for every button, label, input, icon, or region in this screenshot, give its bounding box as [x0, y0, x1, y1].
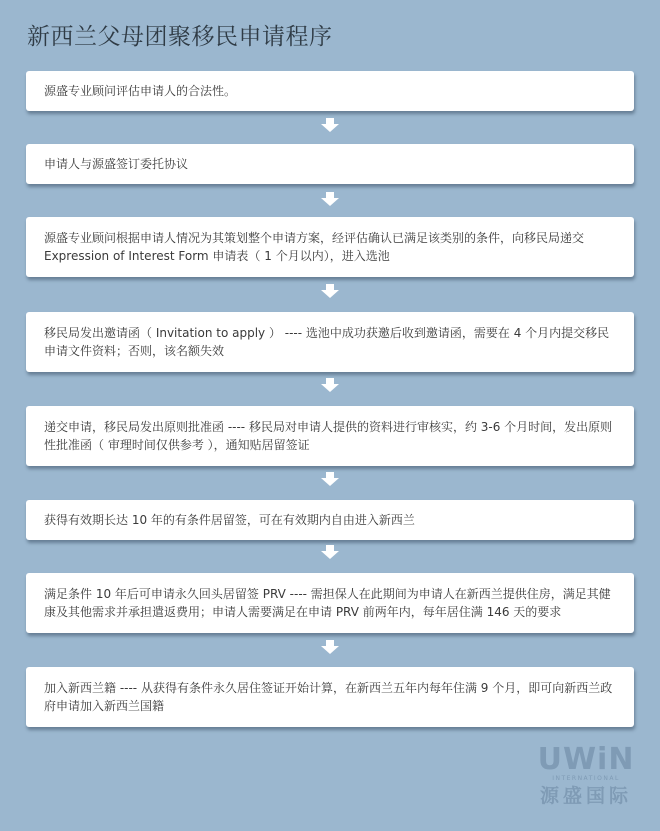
step-5-text: 递交申请，移民局发出原则批准函 ---- 移民局对申请人提供的资料进行审核实，约 3-6 个月时间，发出原则性批准函（ 审理时间仅供参考 ），通知贴居留签证	[44, 420, 613, 452]
step-7-text: 满足条件 10 年后可申请永久回头居留签 PRV ---- 需担保人在此期间为申请人在新西兰提供住房，满足其健康及其他需求并承担遣返费用；申请人需要满足在申请 PRV 前两年内，每年居住满 146 天的要求	[44, 587, 611, 619]
step-2-text: 申请人与源盛签订委托协议	[44, 157, 189, 171]
step-1-box	[26, 71, 634, 111]
step-1-text: 源盛专业顾问评估申请人的合法性。	[44, 84, 237, 98]
down-arrow-icon	[321, 284, 339, 298]
step-6-box	[26, 500, 634, 540]
down-arrow-icon	[321, 378, 339, 392]
step-2-box	[26, 144, 634, 184]
down-arrow-icon	[321, 472, 339, 486]
logo-subtitle: INTERNATIONAL	[552, 775, 620, 782]
step-8-text: 加入新西兰籍 ---- 从获得有条件永久居住签证开始计算，在新西兰五年内每年住满 9 个月，即可向新西兰政府申请加入新西兰国籍	[44, 681, 613, 713]
down-arrow-icon	[321, 640, 339, 654]
step-5-box	[26, 406, 634, 466]
logo-wordmark: UWiN	[537, 742, 635, 777]
step-3-text: 源盛专业顾问根据申请人情况为其策划整个申请方案，经评估确认已满足该类别的条件，向移民局递交 Expression of Interest Form 申请表（ 1 个月以内），进入选池	[44, 231, 585, 263]
step-4-text: 移民局发出邀请函（ Invitation to apply ） ---- 选池中成功获邀后收到邀请函，需要在 4 个月内提交移民申请文件资料；否则，该名额失效	[44, 326, 610, 358]
step-7-box	[26, 573, 634, 633]
page-title: 新西兰父母团聚移民申请程序	[27, 24, 333, 50]
uwin-logo	[534, 744, 638, 808]
step-3-box	[26, 217, 634, 277]
step-6-text: 获得有效期长达 10 年的有条件居留签，可在有效期内自由进入新西兰	[44, 513, 415, 527]
step-8-box	[26, 667, 634, 727]
step-4-box	[26, 312, 634, 372]
down-arrow-icon	[321, 192, 339, 206]
down-arrow-icon	[321, 545, 339, 559]
down-arrow-icon	[321, 118, 339, 132]
logo-chinese-name: 源盛国际	[539, 785, 632, 807]
